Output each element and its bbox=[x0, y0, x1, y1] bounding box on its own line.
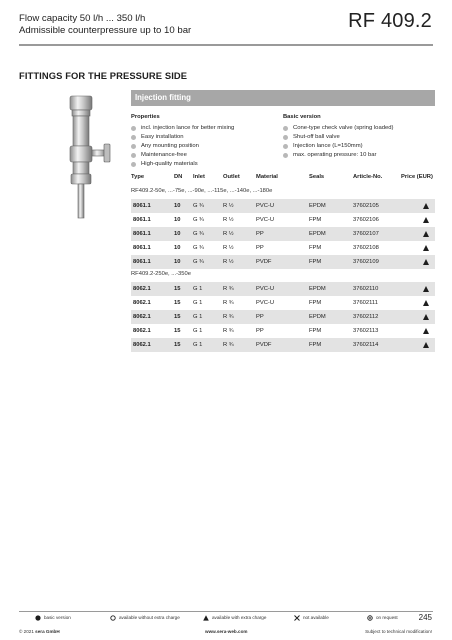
cell-outlet: R ¾ bbox=[223, 286, 234, 292]
table-row bbox=[131, 282, 435, 296]
cell-inlet: G ¾ bbox=[193, 245, 204, 251]
cell-outlet: R ¾ bbox=[223, 328, 234, 334]
cell-dn: 15 bbox=[174, 342, 181, 348]
table-row bbox=[131, 324, 435, 338]
cell-article: 37602109 bbox=[353, 259, 379, 265]
extra-charge-icon bbox=[423, 286, 429, 292]
extra-charge-icon bbox=[423, 259, 429, 265]
cell-inlet: G ¾ bbox=[193, 259, 204, 265]
cell-outlet: R ½ bbox=[223, 203, 234, 209]
table-row bbox=[131, 199, 435, 213]
cell-article: 37602106 bbox=[353, 217, 379, 223]
cell-article: 37602114 bbox=[353, 342, 379, 348]
cell-outlet: R ½ bbox=[223, 259, 234, 265]
cell-type: 8061.1 bbox=[133, 217, 151, 223]
cell-type: 8061.1 bbox=[133, 245, 151, 251]
cell-material: PP bbox=[256, 314, 264, 320]
cross-icon bbox=[294, 615, 300, 621]
cell-seals: EPDM bbox=[309, 286, 326, 292]
col-material: Material bbox=[256, 174, 278, 180]
table-row bbox=[131, 213, 435, 227]
cell-outlet: R ¾ bbox=[223, 314, 234, 320]
cell-material: PP bbox=[256, 245, 264, 251]
property-item: Any mounting position bbox=[131, 142, 234, 151]
cell-outlet: R ¾ bbox=[223, 300, 234, 306]
cell-type: 8062.1 bbox=[133, 286, 151, 292]
table-header bbox=[131, 174, 435, 184]
footer-notice: Subject to technical modification! bbox=[365, 629, 432, 634]
on-request-icon bbox=[367, 615, 373, 621]
cell-type: 8061.1 bbox=[133, 231, 151, 237]
cell-dn: 10 bbox=[174, 231, 181, 237]
cell-inlet: G 1 bbox=[193, 314, 203, 320]
copyright-year: © 2021 bbox=[19, 629, 34, 634]
col-dn: DN bbox=[174, 174, 183, 180]
cell-inlet: G 1 bbox=[193, 286, 203, 292]
cell-outlet: R ¾ bbox=[223, 342, 234, 348]
cell-material: PVC-U bbox=[256, 300, 275, 306]
cell-outlet: R ½ bbox=[223, 231, 234, 237]
cell-seals: FPM bbox=[309, 217, 322, 223]
cell-type: 8061.1 bbox=[133, 259, 151, 265]
cell-inlet: G ¾ bbox=[193, 231, 204, 237]
cell-article: 37602111 bbox=[353, 300, 378, 306]
cell-article: 37602108 bbox=[353, 245, 379, 251]
page-number: 245 bbox=[418, 613, 432, 622]
extra-charge-icon bbox=[423, 217, 429, 223]
basic-version-heading: Basic version bbox=[283, 114, 321, 120]
table-row bbox=[131, 241, 435, 255]
cell-inlet: G ¾ bbox=[193, 217, 204, 223]
table-row bbox=[131, 227, 435, 241]
cell-type: 8062.1 bbox=[133, 314, 151, 320]
header-flow-capacity: Flow capacity 50 l/h ... 350 l/h bbox=[19, 13, 146, 24]
cell-inlet: G 1 bbox=[193, 328, 203, 334]
legend-on-request: on request bbox=[376, 615, 398, 620]
table-row bbox=[131, 310, 435, 324]
footer-copyright bbox=[19, 629, 60, 634]
cell-article: 37602110 bbox=[353, 286, 379, 292]
cell-seals: EPDM bbox=[309, 203, 326, 209]
cell-article: 37602113 bbox=[353, 328, 379, 334]
header-counterpressure: Admissible counterpressure up to 10 bar bbox=[19, 25, 192, 36]
cell-material: PP bbox=[256, 328, 264, 334]
cell-inlet: G ¾ bbox=[193, 203, 204, 209]
cell-dn: 15 bbox=[174, 300, 181, 306]
cell-outlet: R ½ bbox=[223, 245, 234, 251]
company-name: sera GmbH bbox=[35, 629, 60, 634]
cell-dn: 15 bbox=[174, 328, 181, 334]
cell-article: 37602112 bbox=[353, 314, 379, 320]
legend-no-charge: available without extra charge bbox=[119, 615, 180, 620]
cell-seals: EPDM bbox=[309, 231, 326, 237]
cell-material: PVC-U bbox=[256, 217, 275, 223]
table-row bbox=[131, 255, 435, 269]
cell-material: PP bbox=[256, 231, 264, 237]
properties-heading: Properties bbox=[131, 114, 160, 120]
cell-seals: FPM bbox=[309, 259, 322, 265]
cell-seals: FPM bbox=[309, 328, 322, 334]
cell-material: PVDF bbox=[256, 259, 272, 265]
product-banner-title: Injection fitting bbox=[135, 93, 191, 102]
basic-version-item: Injection lance (L=150mm) bbox=[283, 142, 394, 151]
legend-basic: basic version bbox=[44, 615, 71, 620]
col-seals: Seals bbox=[309, 174, 325, 180]
cell-material: PVC-U bbox=[256, 286, 275, 292]
cell-material: PVDF bbox=[256, 342, 272, 348]
properties-list bbox=[131, 124, 234, 169]
basic-version-item: max. operating pressure: 10 bar bbox=[283, 151, 394, 160]
header-divider bbox=[19, 44, 433, 46]
legend-divider bbox=[19, 611, 433, 612]
col-inlet: Inlet bbox=[193, 174, 205, 180]
variant-group-2: RF409.2-250e, ...-350e bbox=[131, 271, 191, 277]
filled-circle-icon bbox=[35, 615, 41, 621]
extra-charge-icon bbox=[423, 203, 429, 209]
col-price: Price (EUR) bbox=[401, 174, 433, 180]
extra-charge-icon bbox=[423, 342, 429, 348]
cell-dn: 10 bbox=[174, 259, 181, 265]
cell-inlet: G 1 bbox=[193, 300, 203, 306]
cell-outlet: R ½ bbox=[223, 217, 234, 223]
cell-inlet: G 1 bbox=[193, 342, 203, 348]
extra-charge-icon bbox=[423, 245, 429, 251]
property-item: Maintenance-free bbox=[131, 151, 234, 160]
injection-fitting-image bbox=[58, 92, 118, 222]
col-type: Type bbox=[131, 174, 145, 180]
cell-type: 8062.1 bbox=[133, 342, 151, 348]
property-item: incl. injection lance for better mixing bbox=[131, 124, 234, 133]
cell-type: 8062.1 bbox=[133, 328, 151, 334]
table-row bbox=[131, 338, 435, 352]
cell-type: 8062.1 bbox=[133, 300, 151, 306]
extra-charge-icon bbox=[423, 314, 429, 320]
cell-dn: 10 bbox=[174, 203, 181, 209]
header-info bbox=[19, 13, 191, 37]
section-title: FITTINGS FOR THE PRESSURE SIDE bbox=[19, 70, 188, 81]
basic-version-list bbox=[283, 124, 394, 160]
hollow-circle-icon bbox=[110, 615, 116, 621]
cell-dn: 15 bbox=[174, 314, 181, 320]
variant-group-1: RF409.2-50e, ...-75e, ...-90e, ...-115e, ...-140e, ...-180e bbox=[131, 188, 273, 194]
cell-material: PVC-U bbox=[256, 203, 275, 209]
footer-website[interactable]: www.sera-web.com bbox=[205, 629, 248, 634]
extra-charge-icon bbox=[423, 231, 429, 237]
extra-charge-icon bbox=[423, 300, 429, 306]
cell-dn: 15 bbox=[174, 286, 181, 292]
product-code: RF 409.2 bbox=[348, 10, 432, 32]
cell-article: 37602105 bbox=[353, 203, 379, 209]
col-outlet: Outlet bbox=[223, 174, 240, 180]
property-item: High-quality materials bbox=[131, 160, 234, 169]
cell-type: 8061.1 bbox=[133, 203, 151, 209]
cell-dn: 10 bbox=[174, 245, 181, 251]
basic-version-item: Cone-type check valve (spring loaded) bbox=[283, 124, 394, 133]
cell-seals: FPM bbox=[309, 342, 322, 348]
table-row bbox=[131, 296, 435, 310]
cell-seals: FPM bbox=[309, 245, 322, 251]
product-banner bbox=[131, 90, 435, 106]
legend-not-available: not available bbox=[303, 615, 329, 620]
basic-version-item: Shut-off ball valve bbox=[283, 133, 394, 142]
cell-seals: EPDM bbox=[309, 314, 326, 320]
extra-charge-icon bbox=[423, 328, 429, 334]
cell-article: 37602107 bbox=[353, 231, 379, 237]
triangle-icon bbox=[203, 615, 209, 621]
cell-seals: FPM bbox=[309, 300, 322, 306]
property-item: Easy installation bbox=[131, 133, 234, 142]
cell-dn: 10 bbox=[174, 217, 181, 223]
legend-extra-charge: available with extra charge bbox=[212, 615, 267, 620]
col-article: Article-No. bbox=[353, 174, 383, 180]
